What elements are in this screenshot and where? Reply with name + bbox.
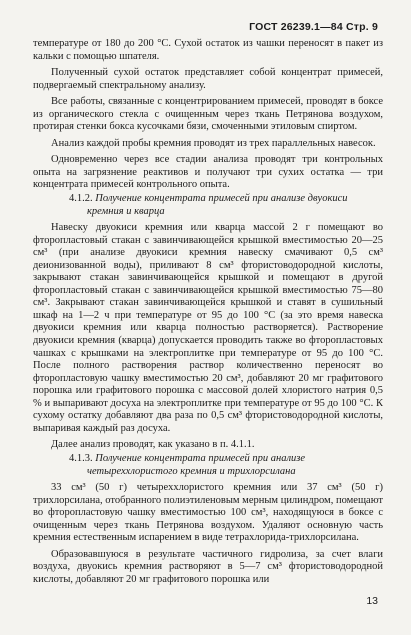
paragraph: Полученный сухой остаток представляет собой концентрат примесей, подвергаемый спектральному анализу. — [33, 67, 383, 91]
paragraph: Навеску двуокиси кремния или кварца массой 2 г помещают во фторопластовый стакан с завинчивающейся крышкой вместимостью 20—25 см³ (при анализе двуокиси кремния навеску смачивают 0,5 см³ деионизованной воды), приливают 8 см³ фтористоводородной кислоты, закрывают стакан завинчивающейся крышкой и помещают в другой фторопластовый стакан с завинчивающейся крышкой вместимостью 75—80 см³. Закрывают стакан завинчивающейся крышкой и ставят в сушильный шкаф на 1—2 ч при температуре от 95 до 100 °С (за это время навеска двуокиси кремния или кварца полностью растворяется). Растворение двуокиси кремния (кварца) допускается проводить также во фторопластовых чашках с крышками на электроплитке при температуре от 95 до 100 °С. После полного растворения раствор количественно переносят во фторопластовую чашку вместимостью 20 см³, добавляют 20 мг графитового порошка или графитового порошка с массовой долей хлористого натрия 0,5 % и выпаривают досуха на электроплитке при температуре от 95 до 100 °С. К сухому остатку добавляют два раза по 0,5 см³ фтористоводородной кислоты, выпаривая каждый раз досуха. — [33, 222, 383, 434]
section-heading-4-1-2 — [51, 193, 383, 218]
paragraph: Далее анализ проводят, как указано в п. 4.1.1. — [51, 439, 255, 451]
page-number: 13 — [366, 595, 378, 607]
paragraph: 33 см³ (50 г) четыреххлористого кремния или 37 см³ (50 г) трихлорсилана, отобранного полиэтиленовым мерным цилиндром, помещают во фторопластовую чашку вместимостью 100 см³, находящуюся в боксе с очищенным через ткань Петрянова воздухом. Удаляют основную часть кремния естественным испарением в виде тетрахлорида-трихлорсилана. — [33, 482, 383, 544]
paragraph: Все работы, связанные с концентрированием примесей, проводят в боксе из органического стекла с очищенным через ткань Петрянова воздухом, протирая стенки бокса кусочками бязи, смоченными этиловым спиртом. — [33, 96, 383, 133]
section-number: 4.1.3. — [69, 452, 93, 464]
paragraph: Анализ каждой пробы кремния проводят из трех параллельных навесок. — [51, 137, 376, 149]
paragraph: Одновременно через все стадии анализа проводят три контрольных опыта на загрязнение реактивов и получают три сухих остатка — три концентрата примесей контрольного опыта. — [33, 154, 383, 191]
paragraph: температуре от 180 до 200 °С. Сухой остаток из чашки переносят в пакет из кальки с помощью шпателя. — [33, 38, 383, 62]
section-title: Получение концентрата примесей при анализе четыреххлористого кремния и трихлорсилана — [87, 452, 306, 477]
paragraph: Образовавшуюся в результате частичного гидролиза, за счет влаги воздуха, двуокись кремния растворяют в 5—7 см³ фтористоводородной кислоты, добавляют 20 мг графитового порошка или — [33, 548, 383, 585]
document-body — [33, 38, 383, 586]
section-title: Получение концентрата примесей при анализе двуокиси кремния и кварца — [87, 193, 348, 217]
page-header: ГОСТ 26239.1—84 Стр. 9 — [249, 21, 378, 33]
section-heading-4-1-3 — [51, 453, 383, 478]
section-number: 4.1.2. — [69, 193, 93, 205]
